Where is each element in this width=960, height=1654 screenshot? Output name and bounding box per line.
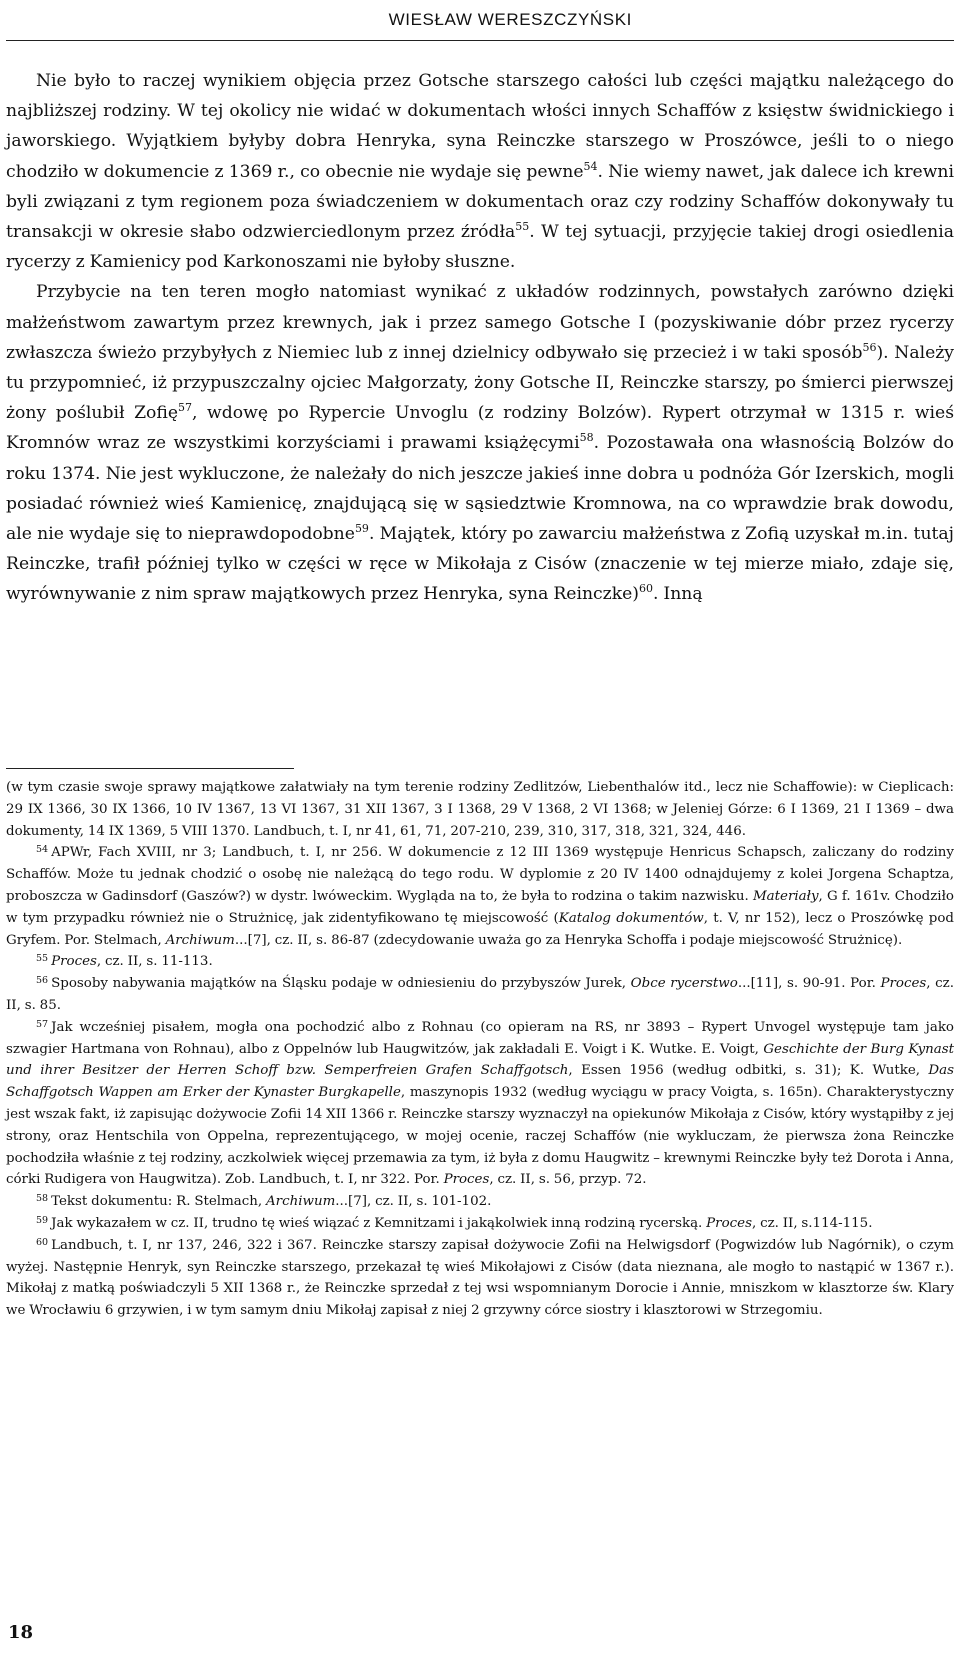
footnote-number: 56 bbox=[36, 975, 49, 987]
header-rule bbox=[6, 40, 954, 41]
footnote-56: $^{56}$ Sposoby nabywania majątków na Śląsku podaje w odniesieniu do przybyszów Jurek, Obce rycerstwo...[11], s. 90-91. Por. Proces, cz. II, s. 85. bbox=[6, 975, 954, 1013]
footnote-57: $^{57}$ Jak wcześniej pisałem, mogła ona pochodzić albo z Rohnau (co opieram na RS, nr 3893 – Rypert Unvogel występuje tam jako szwagier Hartmana von Rohnau), albo z Oppelnów lub Haugwitzów, jak zakładali E. Voigt i K. Wutke. E. Voigt, Geschichte der Burg Kynast und ihrer Besitzer der Herren Schoff bzw. Semperfreien Grafen Schaffgotsch, Essen 1956 (według odbitki, s. 31); K. Wutke, Das Schaffgotsch Wappen am Erker der Kynaster Burgkapelle, maszynopis 1932 (według wyciągu w pracy Voigta, s. 165n). Charakterystyczny jest wszak fakt, iż zapisując dożywocie Zofii 14 XII 1366 r. Reinczke starszy wyznaczył na opiekunów Mikołaja z Cisów, który wystąpiłby z jej strony, oraz Hentschila von Oppelna, reprezentującego, w mojej ocenie, raczej Schaffów (nie wykluczam, że pierwsza żona Reinczke pochodziła właśnie z tej rodziny, aczkolwiek więcej przemawia za tym, iż była z domu Haugwitz – krewnymi Reinczke były też Dorota i Anna, córki Rudigera von Haugwitza). Zob. Landbuch, t. I, nr 322. Por. Proces, cz. II, s. 56, przyp. 72. bbox=[6, 1018, 954, 1188]
footnote-number: 59 bbox=[36, 1214, 49, 1226]
paragraph-2: Przybycie na ten teren mogło natomiast wynikać z układów rodzinnych, powstałych zarówno dzięki małżeństwom zawartym przez krewnych, jak i przez samego Gotsche I (pozyskiwanie dóbr przez rycerzy zwłaszcza świeżo przybyłych z Niemiec lub z innej dzielnicy odbywało się przecież i w taki sposób$^{56}$). Należy tu przypomnieć, iż przypuszczalny ojciec Małgorzaty, żony Gotsche II, Reinczke starszy, po śmierci pierwszej żony poślubił Zofię$^{57}$, wdowę po Rypercie Unvoglu (z rodziny Bolzów). Rypert otrzymał w 1315 r. wieś Kromnów wraz ze wszystkimi korzyściami i prawami książęcymi$^{58}$. Pozostawała ona własnością Bolzów do roku 1374. Nie jest wykluczone, że należały do nich jeszcze jakieś inne dobra u podnóża Gór Izerskich, mogli posiadać również wieś Kamienicę, znajdującą się w sąsiedztwie Kromnowa, na co wprawdzie brak dowodu, ale nie wydaje się to nieprawdopodobne$^{59}$. Majątek, który po zawarciu małżeństwa z Zofią uzyskał m.in. tutaj Reinczke, trafił później tylko w części w ręce w Mikołaja z Cisów (znaczenie w tej mierze miało, zdaje się, wyrównywanie z nim spraw majątkowych przez Henryka, syna Reinczke)$^{60}$. Inną bbox=[6, 282, 955, 605]
footnote-ref-56[interactable]: 56 bbox=[862, 340, 877, 354]
main-text bbox=[6, 66, 954, 610]
footnote-continuation: (w tym czasie swoje sprawy majątkowe załatwiały na tym terenie rodziny Zedlitzów, Liebenthalów itd., lecz nie Schaffowie): w Cieplicach: 29 IX 1366, 30 IX 1366, 10 IV 1367, 13 VI 1367, 31 XII 1367, 3 I 1368, 29 V 1368, 2 VI 1368; w Jeleniej Górze: 6 I 1369, 21 I 1369 – dwa dokumenty, 14 IX 1369, 5 VIII 1370. Landbuch, t. I, nr 41, 61, 71, 207-210, 239, 310, 317, 318, 321, 324, 446. bbox=[6, 780, 954, 839]
footnote-ref-55[interactable]: 55 bbox=[515, 220, 530, 234]
footnote-number: 54 bbox=[36, 844, 49, 856]
paragraph-1: Nie było to raczej wynikiem objęcia przez Gotsche starszego całości lub części majątku należącego do najbliższej rodziny. W tej okolicy nie widać w dokumentach włości innych Schaffów z księstw świdnickiego i jaworskiego. Wyjątkiem byłyby dobra Henryka, syna Reinczke starszego w Proszówce, jeśli to o niego chodziło w dokumencie z 1369 r., co obecnie nie wydaje się pewne$^{54}$. Nie wiemy nawet, jak dalece ich krewni byli związani z tym regionem poza świadczeniem w dokumentach oraz czy rodziny Schaffów dokonywały tu transakcji w okresie słabo odzwierciedlonym przez źródła$^{55}$. W tej sytuacji, przyjęcie takiej drogi osiedlenia rycerzy z Kamienicy pod Karkonoszami nie byłoby słuszne. bbox=[6, 71, 954, 273]
footnote-59: $^{59}$ Jak wykazałem w cz. II, trudno tę wieś wiązać z Kemnitzami i jakąkolwiek inną rodziną rycerską. Proces, cz. II, s.114-115. bbox=[36, 1214, 873, 1231]
footnote-58: $^{58}$ Tekst dokumentu: R. Stelmach, Archiwum...[7], cz. II, s. 101-102. bbox=[36, 1193, 492, 1210]
footnote-number: 60 bbox=[36, 1236, 49, 1248]
footnote-ref-59[interactable]: 59 bbox=[354, 522, 369, 536]
footnote-ref-57[interactable]: 57 bbox=[178, 401, 193, 415]
footnote-60: $^{60}$ Landbuch, t. I, nr 137, 246, 322 i 367. Reinczke starszy zapisał dożywocie Zofii na Helwigsdorf (Pogwizdów lub Nagórnik), o czym wyżej. Następnie Henryk, syn Reinczke starszego, przekazał tę wieś Mikołajowi z Cisów (data nieznana, ale mogło to nastąpić w 1367 r.). Mikołaj z matką poświadczyli 5 XII 1368 r., że Reinczke sprzedał z tej wsi wspomnianym Dorocie i Annie, mniszkom w klasztorze św. Klary we Wrocławiu 6 grzywien, i w tym samym dniu Mikołaj zapisał z niej 2 grzywny córce siostry i klasztorowi w Strzegomiu. bbox=[6, 1236, 954, 1319]
footnote-ref-60[interactable]: 60 bbox=[639, 582, 653, 596]
footnote-number: 55 bbox=[36, 953, 49, 965]
footnote-number: 58 bbox=[36, 1193, 49, 1205]
footnote-54: $^{54}$ APWr, Fach XVIII, nr 3; Landbuch, t. I, nr 256. W dokumencie z 12 III 1369 występuje Henricus Schapsch, zaliczany do rodziny Schaffów. Może tu jednak chodzić o osobę nie należącą do tego rodu. W dyplomie z 20 IV 1400 odnajdujemy z kolei Jorgena Schaptza, proboszcza w Gadinsdorf (Gaszów?) w dystr. lwóweckim. Wygląda na to, że była to rodzina o takim nazwisku. Materiały, G f. 161v. Chodziło w tym przypadku również nie o Strużnicę, jak zidentyfikowano tę miejscowość (Katalog dokumentów, t. V, nr 152), lecz o Proszówkę pod Gryfem. Por. Stelmach, Archiwum...[7], cz. II, s. 86-87 (zdecydowanie uważa go za Henryka Schoffa i podaje miejscowość Strużnicę). bbox=[6, 844, 954, 948]
running-head bbox=[0, 0, 960, 42]
footnote-55: $^{55}$ Proces, cz. II, s. 11-113. bbox=[36, 953, 213, 970]
footnotes bbox=[6, 777, 954, 1322]
footnote-ref-54[interactable]: 54 bbox=[583, 159, 598, 173]
footnote-ref-58[interactable]: 58 bbox=[579, 431, 594, 445]
footnote-separator bbox=[6, 768, 294, 769]
footnote-number: 57 bbox=[36, 1018, 49, 1030]
author-name: WIESŁAW WERESZCZYŃSKI bbox=[388, 10, 632, 29]
page-number: 18 bbox=[8, 1622, 34, 1643]
